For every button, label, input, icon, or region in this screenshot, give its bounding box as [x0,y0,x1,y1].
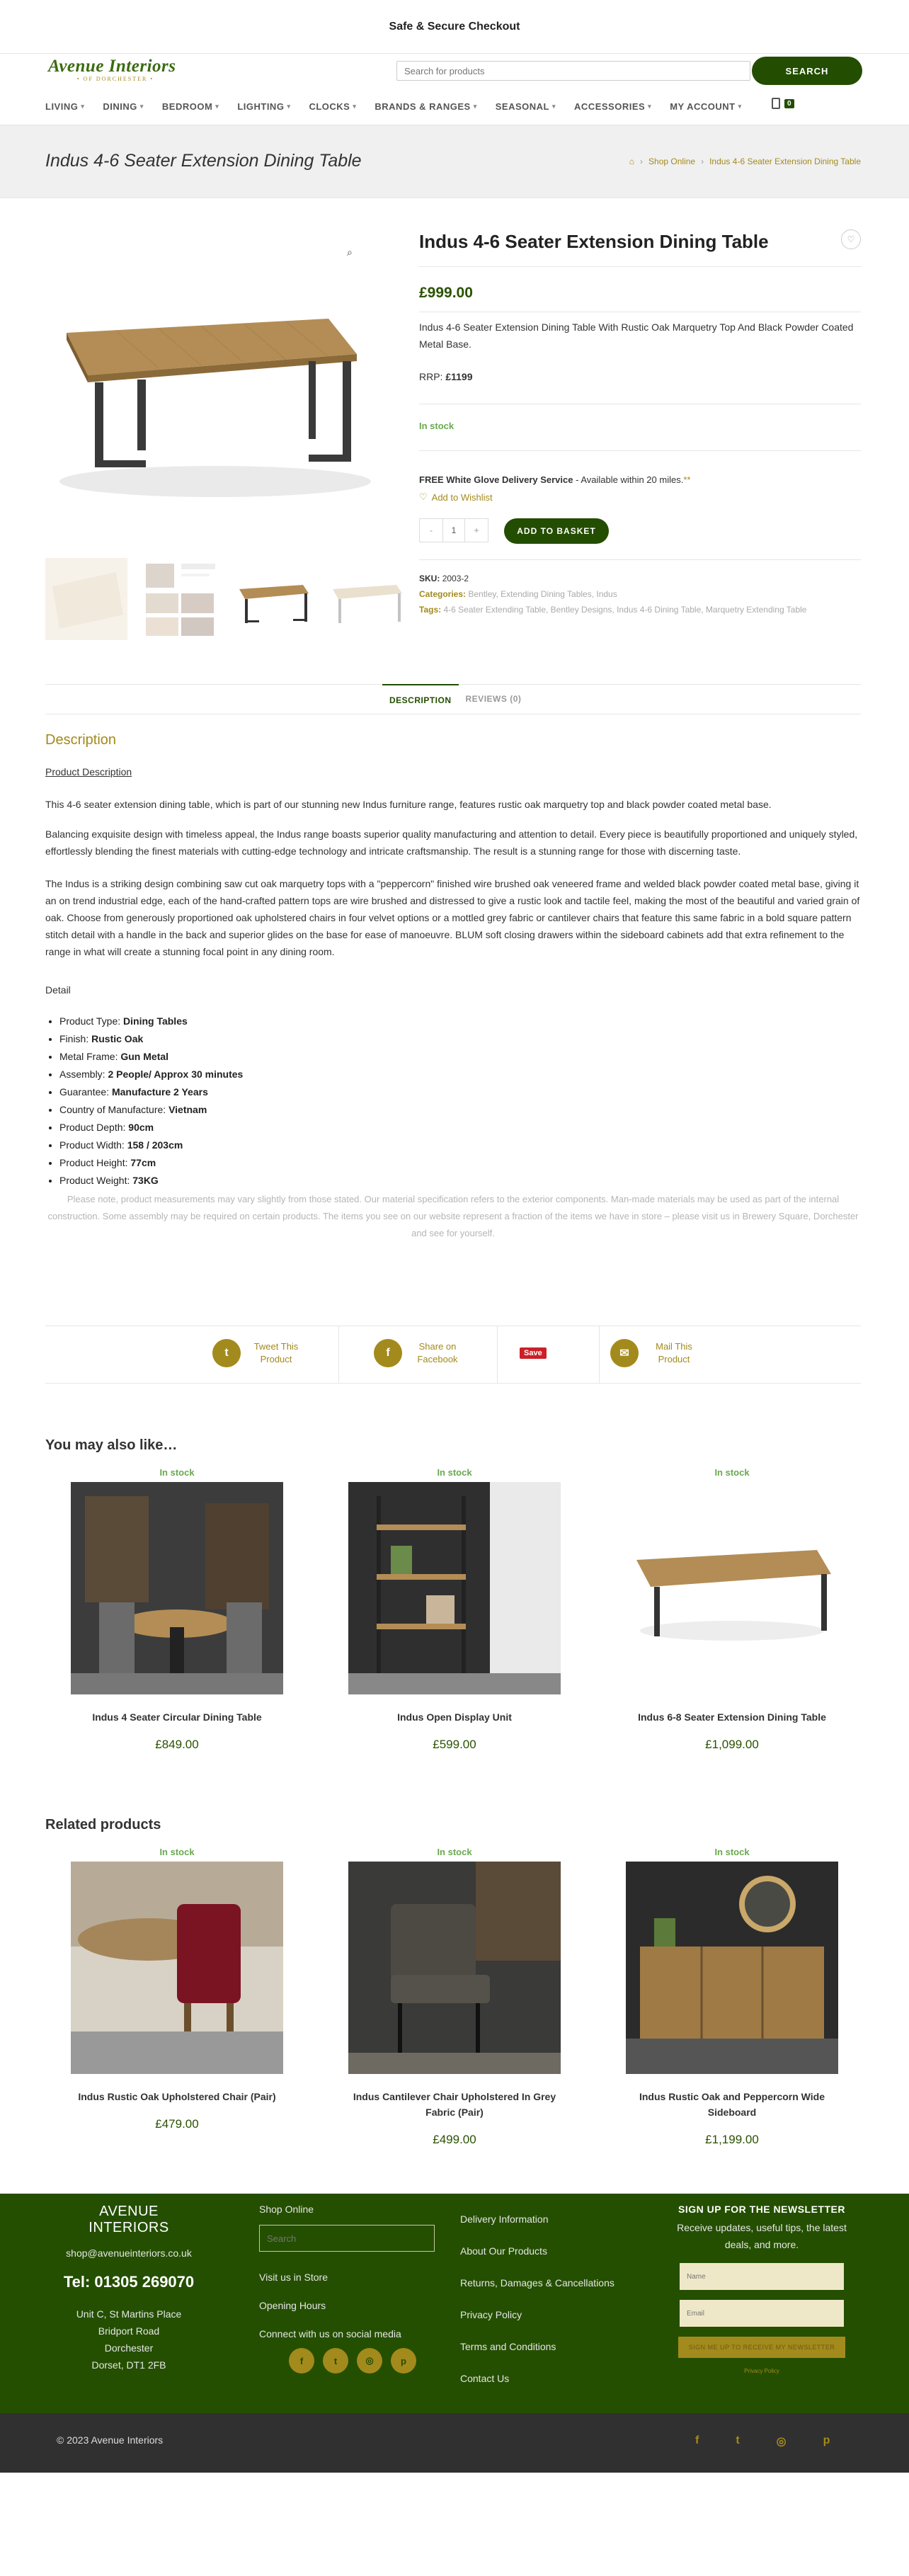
chevron-down-icon: ▾ [648,102,652,110]
pinterest-icon[interactable]: p [823,2434,830,2446]
site-logo[interactable] [48,57,197,85]
chevron-down-icon: ▾ [473,102,477,110]
detail-value: Dining Tables [123,1015,188,1027]
product-price: £849.00 [155,1738,199,1751]
mail-label: Mail This Product [656,1341,692,1364]
chevron-down-icon: ▾ [738,102,742,110]
nav-label: MY ACCOUNT [670,101,736,112]
divider [419,450,861,451]
product-card[interactable] [626,1467,838,1752]
facebook-share-button[interactable] [374,1339,466,1367]
product-main-image[interactable] [45,255,371,538]
detail-item [59,1119,243,1136]
detail-key: Country of Manufacture: [59,1104,169,1115]
add-to-basket-button[interactable]: ADD TO BASKET [504,518,609,544]
detail-key: Product Weight: [59,1175,133,1186]
product-card[interactable] [71,1467,283,1752]
product-name[interactable]: Indus 4 Seater Circular Dining Table [92,1711,262,1723]
newsletter-privacy-link[interactable]: Privacy Policy [744,2368,779,2374]
facebook-label: Share on Facebook [417,1341,458,1364]
sku-value: 2003-2 [442,574,469,583]
detail-value: 158 / 203cm [127,1139,183,1151]
cart-count-badge: 0 [784,99,794,108]
product-tabs [382,684,528,714]
cart-link[interactable] [772,98,794,109]
description-paragraph: Balancing exquisite design with timeless appeal, the Indus range boasts superior quality manufacturing and attention to detail. Every piece is beautifully proportioned and uniquely styled, effortlessly blending the finest materials with cutting-edge technology and intricate craftsmanship. The result is a stunning range for those with discerning taste. [45,828,858,857]
tab-description[interactable]: DESCRIPTION [382,684,459,714]
newsletter-text: Receive updates, useful tips, the latest deals, and more. [677,2222,847,2250]
footer-contact [58,2204,200,2373]
detail-item [59,1066,243,1083]
detail-key: Product Type: [59,1015,124,1027]
facebook-icon[interactable]: f [289,2348,314,2373]
detail-key: Guarantee: [59,1086,112,1098]
nav-label: SEASONAL [495,101,549,112]
nav-item-account[interactable] [670,101,741,112]
footer-email[interactable]: shop@avenueinteriors.co.uk [66,2247,192,2259]
measurement-note: Please note, product measurements may vary slightly from those stated. Our material specification refers to the exterior components. Man-made materials may be used as part of the internal construction. Some assembly may be required on certain products. The items you see on our website represent a fraction of the items we have in store – please visit us in Brewery Square, Dorchester and see for yourself. [47,1194,859,1238]
logo-text: Avenue Interiors [48,57,176,76]
wishlist-heart-icon[interactable]: ♡ [841,229,861,249]
footer-search-input[interactable] [259,2225,435,2252]
twitter-icon[interactable]: t [736,2434,740,2446]
tab-reviews[interactable]: REVIEWS (0) [465,694,522,704]
bottom-bar [0,2413,909,2473]
detail-key: Finish: [59,1033,92,1044]
copyright: © 2023 Avenue Interiors [57,2434,164,2446]
qty-minus-button[interactable]: - [430,525,433,535]
product-rrp [419,371,473,382]
pinterest-save-button[interactable]: Save [520,1347,547,1359]
address-line: Unit C, St Martins Place [76,2308,182,2320]
checkout-banner [0,0,909,54]
breadcrumb-current: Indus 4-6 Seater Extension Dining Table [709,156,861,166]
footer-link[interactable]: Delivery Information [460,2213,549,2225]
detail-item [59,1154,243,1172]
instagram-icon[interactable]: ◎ [357,2348,382,2373]
pinterest-icon[interactable]: p [391,2348,416,2373]
divider [419,266,861,267]
product-price: £479.00 [155,2117,199,2131]
description-paragraph: The Indus is a striking design combining saw cut oak marquetry tops with a "peppercorn" finished wire brushed oak veneered frame and welded black powder coated metal base, giving it an on trend industrial edge, each of the hand-crafted pattern tops are wire brushed and distressed to give a rustic look and tactile feel, making the most of the beautiful and varied grain of oak. Choose from generously proportioned oak upholstered chairs in four velvet options or a mottled grey fabric or cantilever chairs that feature this same fabric in a bold square pattern stitch detail with a handle in the back and superior glides on the base for ease of manoeuvre. BLUM soft closing drawers within the sideboard cabinets add that extra refinement to the range in what will create a stunning focal point in any dining room. [45,878,860,957]
rrp-label: RRP: [419,371,443,382]
product-card[interactable] [626,1847,838,2147]
detail-item [59,1013,243,1030]
qty-plus-button[interactable]: + [474,525,479,535]
quantity-stepper [419,518,488,542]
delivery-text: - Available within 20 miles. [573,474,684,485]
product-name[interactable]: Indus Rustic Oak and Peppercorn Wide Sideboard [639,2091,825,2118]
categories-label: Categories: [419,589,467,599]
detail-key: Metal Frame: [59,1051,121,1062]
address-line: Dorchester [104,2342,154,2354]
twitter-icon: t [212,1339,241,1367]
nav-label: CLOCKS [309,101,350,112]
detail-value: Gun Metal [120,1051,169,1062]
footer-shop-column [259,2204,435,2373]
detail-list [59,1013,243,1190]
footer-social-label: Connect with us on social media [259,2328,401,2340]
search-button[interactable]: SEARCH [752,57,862,85]
detail-value: Manufacture 2 Years [111,1086,208,1098]
breadcrumb [629,156,861,166]
detail-value: 2 People/ Approx 30 minutes [108,1068,244,1080]
newsletter-email-field[interactable] [680,2300,844,2327]
nav-label: LIVING [45,101,79,112]
heart-icon: ♡ [419,491,428,502]
checkout-banner-text: Safe & Secure Checkout [389,20,520,33]
chevron-down-icon: ▾ [139,102,144,110]
chevron-down-icon: ▾ [81,102,85,110]
stock-status: In stock [714,1847,750,1857]
breadcrumb-separator: › [701,156,704,166]
stock-status: In stock [159,1467,195,1478]
address-line: Dorset, DT1 2FB [91,2359,166,2371]
tags-links[interactable]: 4-6 Seater Extending Table, Bentley Designs, Indus 4-6 Dining Table, Marquetry Extending Table [443,605,807,615]
nav-item-clocks[interactable] [309,101,356,112]
footer-link[interactable]: Terms and Conditions [460,2341,556,2352]
product-short-description: Indus 4-6 Seater Extension Dining Table With Rustic Oak Marquetry Top And Black Powder Coated Metal Base. [419,321,854,350]
nav-label: DINING [103,101,137,112]
nav-label: BRANDS & RANGES [375,101,471,112]
tweet-label: Tweet This Product [253,1341,299,1364]
product-price: £1,099.00 [705,1738,759,1751]
nav-item-living[interactable] [45,101,84,112]
nav-label: BEDROOM [161,101,213,112]
nav-item-bedroom[interactable] [162,101,219,112]
zoom-icon[interactable]: ⌕ [347,246,353,258]
detail-key: Product Width: [59,1139,127,1151]
product-description-subtitle: Product Description [45,766,132,777]
page-title: Indus 4-6 Seater Extension Dining Table [45,151,362,171]
thumbnail-2[interactable] [139,558,221,640]
share-bar [45,1326,861,1384]
delivery-info [419,474,690,485]
nav-label: LIGHTING [237,101,285,112]
stock-status: In stock [419,421,455,431]
thumbnail-4[interactable] [326,558,408,640]
nav-item-seasonal[interactable] [496,101,556,112]
product-name[interactable]: Indus Open Display Unit [397,1711,512,1723]
detail-value: Vietnam [168,1104,207,1115]
mail-button[interactable] [610,1339,702,1367]
footer-link[interactable]: Contact Us [460,2373,510,2384]
bottom-social-icons [695,2434,830,2449]
product-name[interactable]: Indus 6-8 Seater Extension Dining Table [638,1711,826,1723]
newsletter-submit-button[interactable]: SIGN ME UP TO RECEIVE MY NEWSLETTER [678,2337,845,2358]
divider [497,1326,498,1383]
footer-hours-link[interactable]: Opening Hours [259,2300,326,2311]
product-card[interactable] [348,1467,561,1752]
product-price: £599.00 [433,1738,476,1751]
thumbnail-strip [45,558,408,640]
address-line: Bridport Road [98,2325,160,2337]
newsletter-name-field[interactable] [680,2263,844,2290]
detail-item [59,1172,243,1190]
detail-value: 77cm [130,1157,156,1168]
twitter-icon[interactable]: t [323,2348,348,2373]
product-card[interactable] [348,1847,561,2147]
mail-icon: ✉ [610,1339,639,1367]
facebook-icon: f [374,1339,402,1367]
categories-links[interactable]: Bentley, Extending Dining Tables, Indus [468,589,617,599]
chevron-down-icon: ▾ [552,102,556,110]
footer-link[interactable]: Returns, Damages & Cancellations [460,2277,614,2289]
divider [419,559,861,560]
breadcrumb-shop[interactable]: Shop Online [648,156,696,166]
detail-value: 90cm [128,1122,154,1133]
site-footer [0,2194,909,2413]
description-paragraph: This 4-6 seater extension dining table, which is part of our stunning new Indus furniture range, features rustic oak marquetry top and black powder coated metal base. [45,799,772,810]
footer-link[interactable]: Privacy Policy [460,2309,522,2320]
product-price: £999.00 [419,285,473,301]
detail-item [59,1101,243,1119]
chevron-down-icon: ▾ [353,102,357,110]
logo-subtext: • OF DORCHESTER • [76,76,154,82]
instagram-icon[interactable]: ◎ [776,2436,787,2448]
product-image[interactable] [626,1862,838,2074]
delivery-asterisks: ** [683,474,691,485]
cart-icon [772,98,780,109]
product-name[interactable]: Indus Cantilever Chair Upholstered In Grey Fabric (Pair) [353,2091,556,2118]
divider [599,1326,600,1383]
chevron-down-icon: ▾ [287,102,291,110]
detail-value: Rustic Oak [91,1033,144,1044]
product-price: £499.00 [433,2133,476,2146]
divider [338,1326,339,1383]
stock-status: In stock [159,1847,195,1857]
footer-links [460,2204,614,2395]
detail-label: Detail [45,984,71,996]
newsletter-signup [665,2204,858,2374]
product-image[interactable] [71,1482,283,1694]
rrp-value: £1199 [445,371,473,382]
home-icon[interactable]: ⌂ [629,156,635,166]
detail-key: Product Depth: [59,1122,129,1133]
nav-item-lighting[interactable] [237,101,290,112]
product-card[interactable] [71,1847,283,2131]
detail-key: Product Height: [59,1157,131,1168]
nav-item-dining[interactable] [103,101,144,112]
facebook-icon[interactable]: f [695,2434,699,2446]
detail-item [59,1030,243,1048]
product-categories [419,589,617,599]
product-image[interactable] [626,1482,838,1694]
description-title: Description [45,732,117,748]
stock-status: In stock [437,1467,472,1478]
page-title-bar [0,125,909,198]
footer-phone[interactable]: Tel: 01305 269070 [63,2273,195,2291]
detail-key: Assembly: [59,1068,108,1080]
footer-address [58,2306,200,2373]
newsletter-title: SIGN UP FOR THE NEWSLETTER [678,2204,845,2215]
main-nav [45,96,760,116]
product-image[interactable] [348,1862,561,2074]
tweet-button[interactable] [212,1339,304,1367]
product-title: Indus 4-6 Seater Extension Dining Table [419,231,769,252]
stock-status: In stock [714,1467,750,1478]
delivery-bold: FREE White Glove Delivery Service [419,474,573,485]
thumbnail-1[interactable] [45,558,127,640]
qty-input[interactable]: 1 [442,519,465,542]
detail-item [59,1048,243,1066]
tags-label: Tags: [419,605,442,615]
detail-value: 73KG [132,1175,159,1186]
detail-item [59,1083,243,1101]
footer-brand: AVENUE INTERIORS [88,2204,169,2235]
nav-item-brands[interactable] [375,101,476,112]
detail-item [59,1136,243,1154]
add-to-wishlist-link[interactable] [419,491,493,503]
breadcrumb-separator: › [640,156,644,166]
chevron-down-icon: ▾ [215,102,219,110]
footer-link[interactable]: About Our Products [460,2245,547,2257]
upsells-title: You may also like… [45,1437,178,1453]
product-sku [419,574,469,583]
footer-social-icons [289,2348,435,2373]
search-input[interactable] [396,61,750,81]
nav-label: ACCESSORIES [574,101,646,112]
thumbnail-3[interactable] [232,558,314,640]
footer-visit-link[interactable]: Visit us in Store [259,2272,328,2283]
product-image[interactable] [71,1862,283,2074]
nav-item-accessories[interactable] [574,101,651,112]
product-name[interactable]: Indus Rustic Oak Upholstered Chair (Pair) [78,2091,276,2102]
related-title: Related products [45,1817,161,1833]
product-image[interactable] [348,1482,561,1694]
product-tags [419,605,806,615]
product-price: £1,199.00 [705,2133,759,2146]
wishlist-label: Add to Wishlist [431,491,493,503]
footer-shop-link[interactable]: Shop Online [259,2204,314,2215]
sku-label: SKU: [419,574,440,583]
stock-status: In stock [437,1847,472,1857]
